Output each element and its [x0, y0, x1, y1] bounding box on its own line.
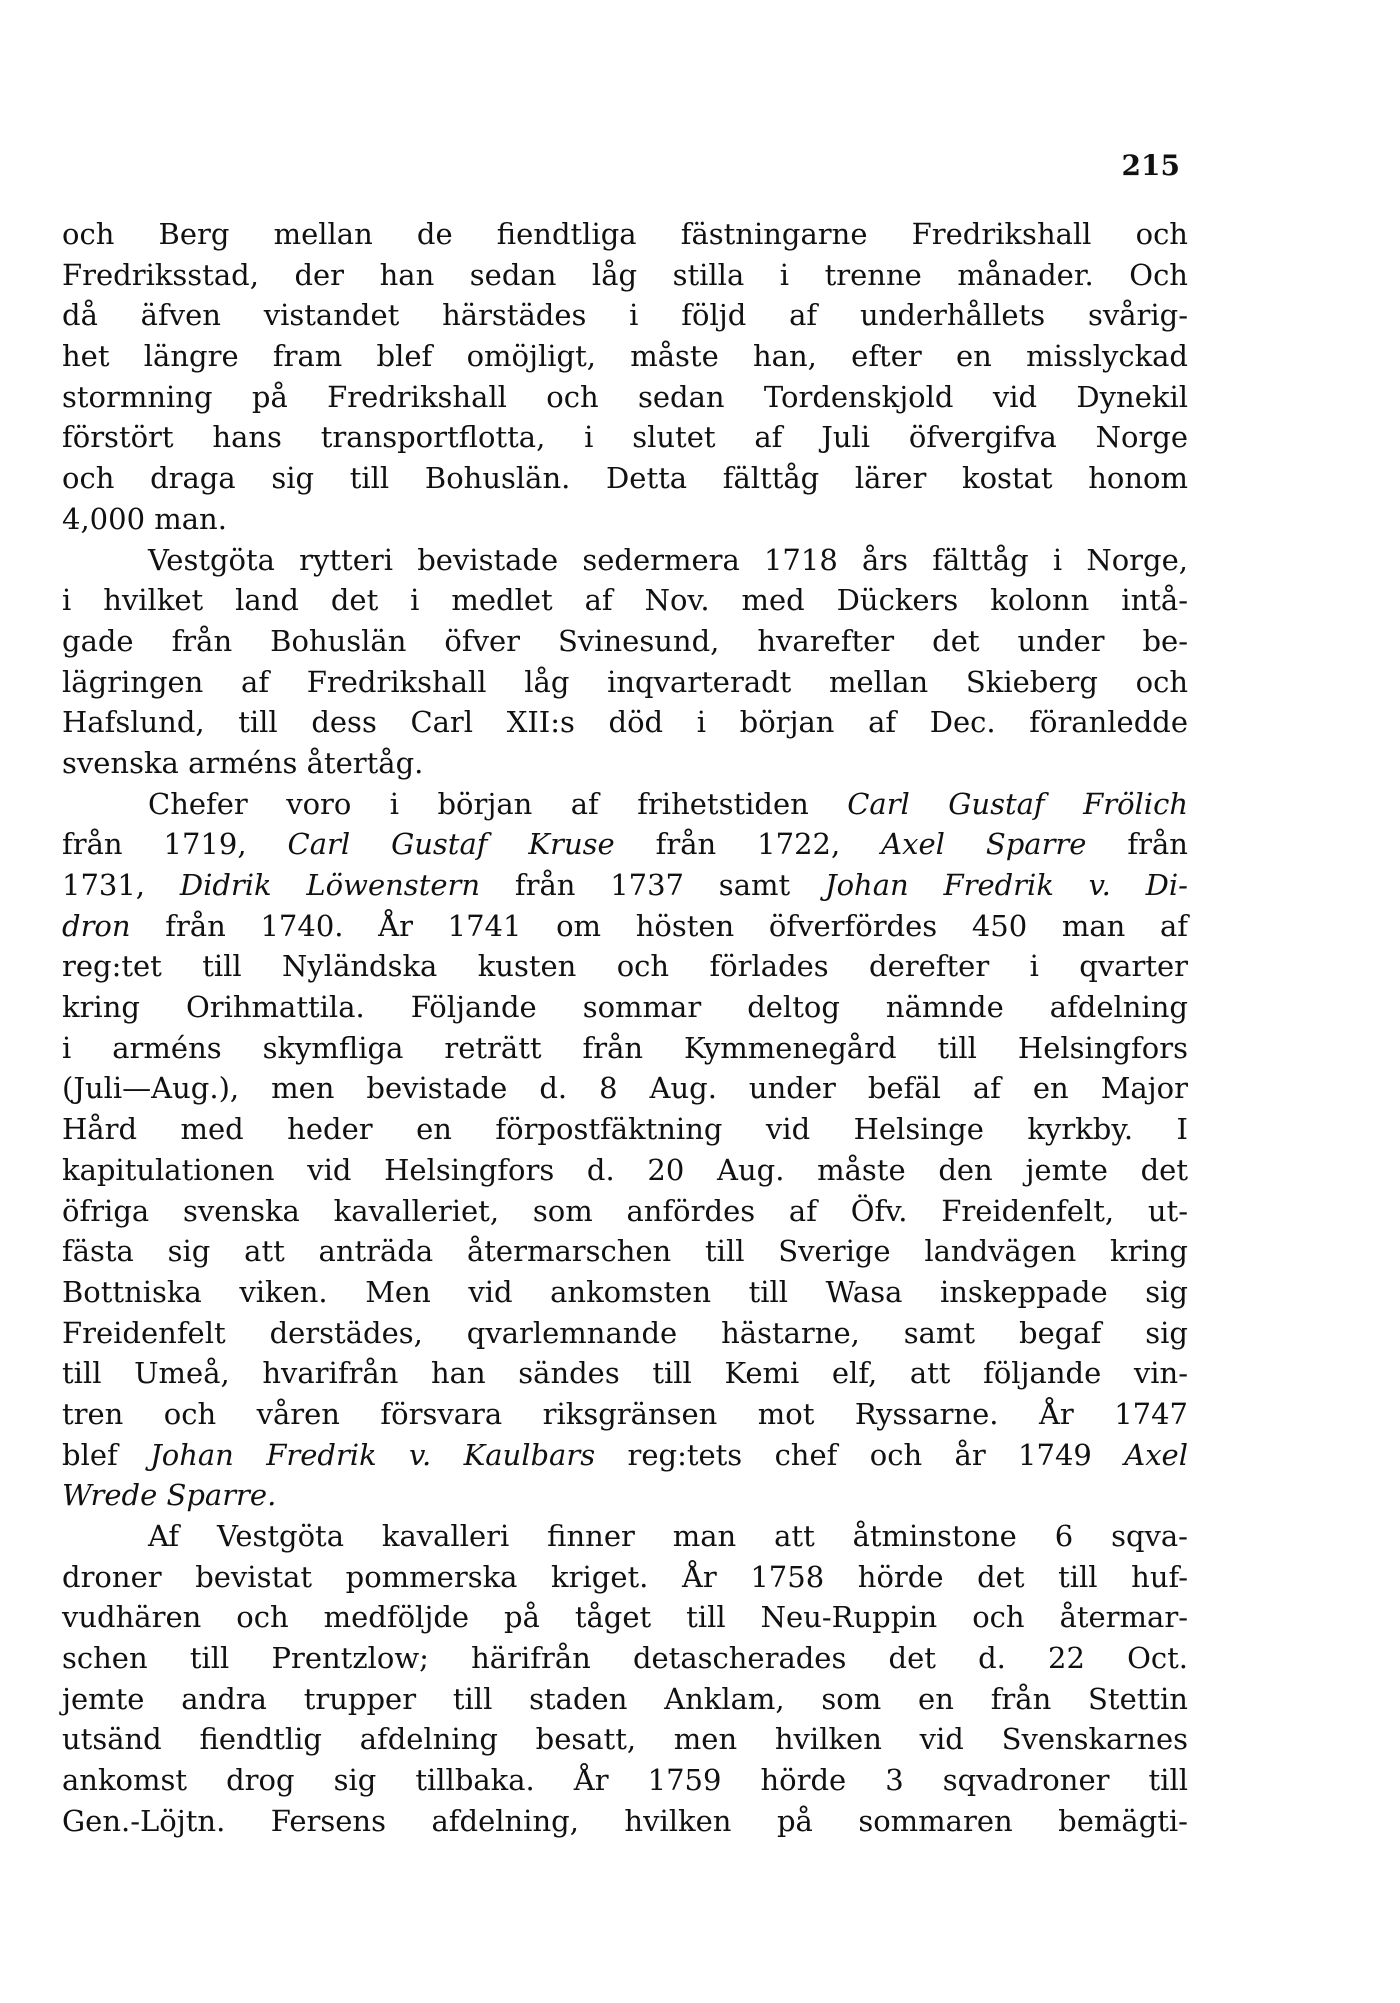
text-line [62, 1150, 1188, 1191]
text-line [62, 336, 1188, 377]
text-span: Af Vestgöta kavalleri finner man att åtminstone 6 sqva- [148, 1519, 1188, 1553]
text-line [62, 662, 1188, 703]
text-span: gade från Bohuslän öfver Svinesund, hvarefter det under be- [62, 623, 1188, 658]
text-span: från 1722, [614, 827, 882, 862]
text-line [62, 540, 1188, 581]
text-line [62, 1068, 1188, 1109]
text-line [62, 499, 1188, 540]
text-span: i arméns skymfliga reträtt från Kymmenegård till Helsingfors [62, 1030, 1188, 1065]
text-span: Chefer voro i början af frihetstiden [148, 786, 848, 821]
text-line [62, 824, 1188, 865]
text-line [62, 621, 1188, 662]
text-span: Freidenfelt derstädes, qvarlemnande hästarne, samt begaf sig [62, 1315, 1188, 1350]
italic-name-span: Didrik Löwenstern [179, 868, 481, 902]
text-span: het längre fram blef omöjligt, måste han, efter en misslyckad [62, 339, 1188, 374]
text-line [62, 1597, 1188, 1638]
text-line [62, 1353, 1188, 1394]
text-span: reg:tets chef och år 1749 [595, 1437, 1125, 1472]
text-span: stormning på Fredrikshall och sedan Tordenskjold vid Dynekil [62, 379, 1188, 414]
text-span: fästa sig att anträda återmarschen till Sverige landvägen kring [62, 1234, 1188, 1269]
text-line [62, 1313, 1188, 1354]
text-line [62, 906, 1188, 947]
text-line [62, 946, 1188, 987]
text-line [62, 865, 1188, 906]
text-span: då äfven vistandet härstädes i följd af underhållets svårig- [62, 298, 1188, 333]
page-number: 215 [1121, 149, 1180, 182]
text-span: Hård med heder en förpostfäktning vid Helsinge kyrkby. I [62, 1112, 1188, 1147]
text-line [62, 1109, 1188, 1150]
text-line [62, 1231, 1188, 1272]
text-span: och draga sig till Bohuslän. Detta fälttåg lärer kostat honom [62, 461, 1188, 496]
text-line [62, 1557, 1188, 1598]
text-line [62, 1394, 1188, 1435]
italic-name-span: dron [62, 908, 131, 943]
text-line [62, 295, 1188, 336]
text-span: kring Orihmattila. Följande sommar deltog nämnde afdelning [62, 990, 1188, 1025]
text-span: kapitulationen vid Helsingfors d. 20 Aug. måste den jemte det [62, 1152, 1188, 1187]
text-line [62, 1516, 1188, 1557]
text-span: blef [62, 1437, 151, 1472]
text-span: förstört hans transportflotta, i slutet af Juli öfvergifva Norge [62, 420, 1188, 455]
text-span: tren och våren försvara riksgränsen mot Ryssarne. År 1747 [62, 1396, 1188, 1431]
text-span: (Juli—Aug.), men bevistade d. 8 Aug. under befäl af en Major [62, 1071, 1188, 1106]
text-line [62, 1719, 1188, 1760]
text-span: lägringen af Fredrikshall låg inqvarteradt mellan Skieberg och [62, 664, 1188, 699]
text-line [62, 1760, 1188, 1801]
text-span: svenska arméns återtåg. [62, 745, 424, 780]
body-text [62, 214, 1188, 1842]
text-line [62, 1801, 1188, 1842]
text-span: och Berg mellan de fiendtliga fästningarne Fredrikshall och [62, 217, 1188, 251]
text-span: ankomst drog sig tillbaka. År 1759 hörde 3 sqvadroner till [62, 1763, 1188, 1798]
text-line [62, 987, 1188, 1028]
text-line [62, 1272, 1188, 1313]
italic-name-span: Axel [1124, 1437, 1188, 1472]
text-span: från 1719, [62, 827, 288, 862]
text-line [62, 743, 1188, 784]
italic-name-span: Carl Gustaf Kruse [287, 827, 615, 862]
text-line [62, 1475, 1188, 1516]
text-span: schen till Prentzlow; härifrån detascherades det d. 22 Oct. [62, 1641, 1188, 1676]
text-line [62, 458, 1188, 499]
italic-name-span: Johan Fredrik v. Di- [824, 868, 1188, 902]
text-line [62, 1638, 1188, 1679]
text-line [62, 377, 1188, 418]
text-line [62, 580, 1188, 621]
text-span: i hvilket land det i medlet af Nov. med Dückers kolonn intå- [62, 583, 1188, 618]
text-span: från 1740. År 1741 om hösten öfverfördes 450 man af [130, 908, 1188, 943]
text-span: öfriga svenska kavalleriet, som anfördes af Öfv. Freidenfelt, ut- [62, 1193, 1188, 1228]
text-line [62, 702, 1188, 743]
text-line [62, 214, 1188, 255]
text-line [62, 784, 1188, 825]
italic-name-span: Axel Sparre [881, 827, 1087, 862]
text-span: Gen.-Löjtn. Fersens afdelning, hvilken på sommaren bemägti- [62, 1803, 1188, 1838]
text-span: 4,000 man. [62, 501, 227, 536]
text-span: Vestgöta rytteri bevistade sedermera 1718 års fälttåg i Norge, [148, 542, 1188, 577]
text-line [62, 255, 1188, 296]
text-line [62, 1191, 1188, 1232]
text-span: till Umeå, hvarifrån han sändes till Kemi elf, att följande vin- [62, 1356, 1188, 1391]
text-span: droner bevistat pommerska kriget. År 1758 hörde det till huf- [62, 1559, 1188, 1594]
text-span: Bottniska viken. Men vid ankomsten till Wasa inskeppade sig [62, 1274, 1188, 1309]
italic-name-span: Wrede Sparre. [62, 1478, 277, 1513]
text-span: Fredriksstad, der han sedan låg stilla i trenne månader. Och [62, 257, 1188, 292]
text-span: utsänd fiendtlig afdelning besatt, men hvilken vid Svenskarnes [62, 1722, 1188, 1757]
text-span: reg:tet till Nyländska kusten och förlades derefter i qvarter [62, 949, 1188, 984]
text-span: jemte andra trupper till staden Anklam, som en från Stettin [62, 1681, 1188, 1716]
text-span: från 1737 samt [480, 868, 825, 902]
italic-name-span: Carl Gustaf Frölich [847, 786, 1188, 821]
text-span: 1731, [62, 868, 180, 902]
text-span: från [1086, 827, 1188, 862]
text-line [62, 1679, 1188, 1720]
text-span: Hafslund, till dess Carl XII:s död i början af Dec. föranledde [62, 705, 1188, 740]
text-line [62, 417, 1188, 458]
text-line [62, 1435, 1188, 1476]
text-span: vudhären och medföljde på tåget till Neu-Ruppin och återmar- [62, 1600, 1188, 1635]
italic-name-span: Johan Fredrik v. Kaulbars [150, 1437, 596, 1472]
text-line [62, 1028, 1188, 1069]
